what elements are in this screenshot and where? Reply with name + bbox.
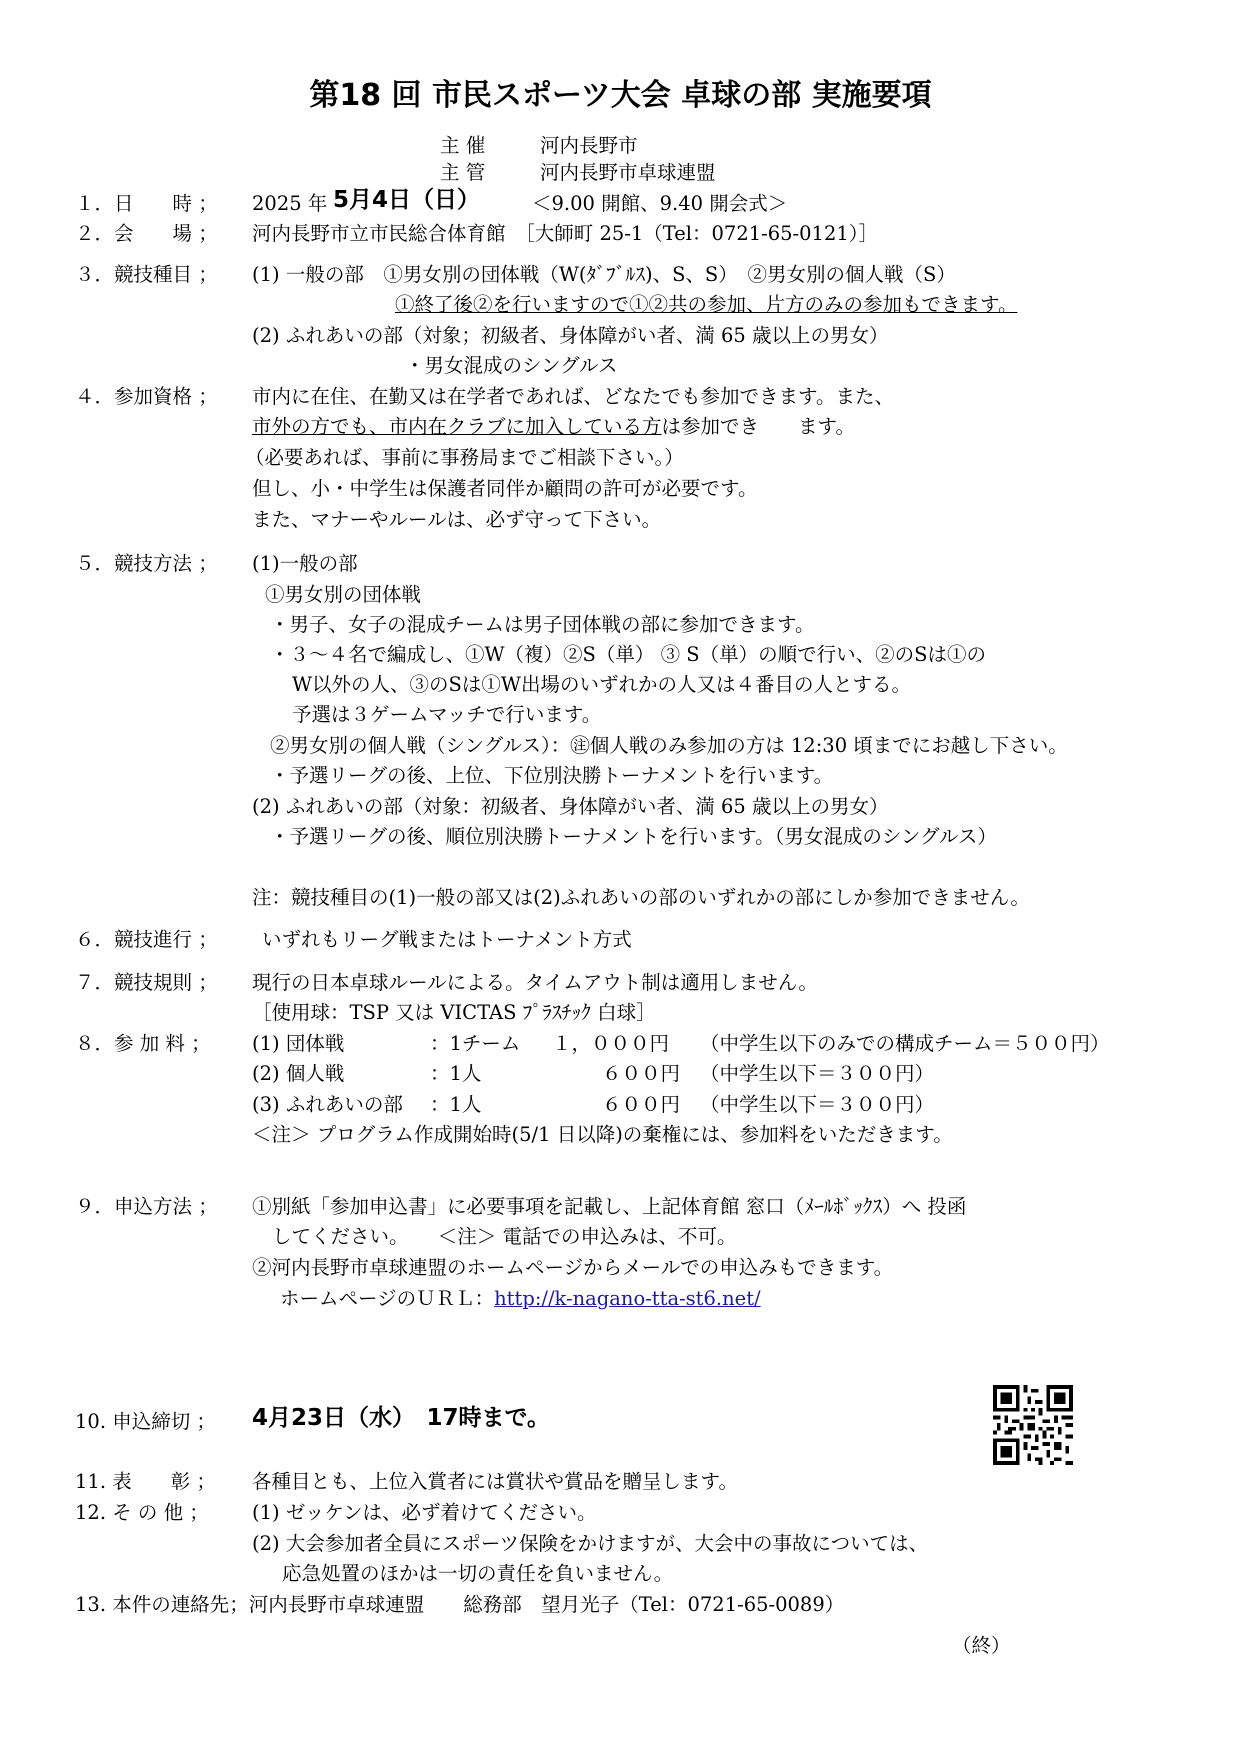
url-label: ホームページのＵＲＬ：: [280, 1287, 495, 1310]
section-6-label: ６．競技進行 ；: [75, 928, 218, 951]
end-mark: （終）: [952, 1634, 1011, 1657]
fee-row-3-note: （中学生以下＝３００円）: [700, 1093, 935, 1116]
s5-line-4: ・３～４名で編成し、①W（複）②S（単） ③ S（単）の順で行い、②のSは①の: [270, 643, 987, 666]
fee-row-3-fee: ６００円: [602, 1093, 681, 1116]
fee-row-3-unit: ：1人: [430, 1093, 482, 1116]
section-5-label: ５．競技方法 ；: [75, 552, 218, 575]
section-7-label: ７．競技規則 ；: [75, 971, 218, 994]
event-date: 5月4日（日）: [333, 187, 481, 213]
section-3-label: ３．競技種目 ；: [75, 263, 218, 286]
s11-text: 各種目とも、上位入賞者には賞状や賞品を贈呈します。: [252, 1470, 738, 1493]
organizer-label: 主 管: [440, 161, 486, 184]
s7-line-1: 現行の日本卓球ルールによる。タイムアウト制は適用しません。: [252, 971, 818, 994]
s7-line-2: ［使用球：TSP 又は VICTAS ﾌﾟﾗｽﾁｯｸ 白球］: [252, 1001, 656, 1024]
s5-line-2: ①男女別の団体戦: [265, 583, 422, 606]
event-times: ＜9.00 開館、9.40 開会式＞: [532, 192, 788, 215]
fee-row-2-unit: ：1人: [430, 1062, 482, 1085]
section-4-label: ４．参加資格 ；: [75, 385, 218, 408]
fee-row-2-name: (2) 個人戦: [252, 1062, 345, 1085]
s3-line-3: (2) ふれあいの部（対象；初級者、身体障がい者、満 65 歳以上の男女）: [252, 324, 889, 347]
s4-line-2a: 市外の方でも、市内在クラブに加入している方: [252, 415, 662, 438]
page-title: 第18 回 市民スポーツ大会 卓球の部 実施要項: [309, 78, 932, 113]
section-12-label: 12. そ の 他 ；: [75, 1501, 209, 1524]
section-2-label: ２．会 場 ；: [75, 222, 218, 245]
s4-line-1: 市内に在住、在勤又は在学者であれば、どなたでも参加できます。また、: [252, 385, 894, 408]
fee-row-1-unit: ：1チーム: [430, 1032, 521, 1055]
s4-line-3: （必要あれば、事前に事務局までご相談下さい。）: [245, 446, 684, 469]
deadline-text: 4月23日（水） 17時まで。: [252, 1405, 551, 1431]
s12-line-2: (2) 大会参加者全員にスポーツ保険をかけますが、大会中の事故については、: [252, 1532, 929, 1555]
s4-line-2: [252, 415, 855, 439]
section-11-label: 11. 表 彰 ；: [75, 1470, 216, 1493]
organizer-value: 河内長野市卓球連盟: [540, 161, 716, 184]
homepage-link[interactable]: http://k-nagano-tta-st6.net/: [494, 1287, 761, 1310]
s5-line-7: ②男女別の個人戦（シングルス）：㊟個人戦のみ参加の方は 12:30 頃までにお越し下さい。: [270, 734, 1068, 757]
contact-line: 13. 本件の連絡先；河内長野市卓球連盟 総務部 望月光子（Tel：0721-65-0089）: [75, 1593, 845, 1616]
s4-line-5: また、マナーやルールは、必ず守って下さい。: [252, 508, 662, 531]
event-year: 2025 年: [252, 192, 328, 215]
s5-line-3: ・男子、女子の混成チームは男子団体戦の部に参加できます。: [270, 613, 815, 636]
s3-line-2: ①終了後②を行いますので①②共の参加、片方のみの参加もできます。: [395, 293, 1018, 316]
qr-code: [993, 1385, 1073, 1465]
section-10-label: 10. 申込締切 ；: [75, 1410, 216, 1433]
fee-row-2-note: （中学生以下＝３００円）: [700, 1062, 935, 1085]
s9-line-2: してください。 ＜注＞ 電話での申込みは、不可。: [272, 1225, 737, 1248]
s5-line-6: 予選は３ゲームマッチで行います。: [292, 703, 602, 726]
section-1-label: １．日 時 ；: [75, 192, 218, 215]
s5-line-1: (1)一般の部: [252, 552, 358, 575]
s3-line-4: ・男女混成のシングルス: [405, 354, 618, 377]
s4-line-2b: は参加でき ます。: [661, 415, 855, 438]
sponsor-value: 河内長野市: [540, 134, 638, 157]
fee-row-1-note: （中学生以下のみでの構成チーム＝５００円）: [700, 1032, 1110, 1055]
fee-row-1-name: (1) 団体戦: [252, 1032, 345, 1055]
s9-line-3: ②河内長野市卓球連盟のホームページからメールでの申込みもできます。: [252, 1256, 894, 1279]
venue-text: 河内長野市立市民総合体育館 ［大師町 25-1（Tel：0721-65-0121）］: [252, 222, 879, 245]
s12-line-1: (1) ゼッケンは、必ず着けてください。: [252, 1501, 597, 1524]
section-8-label: ８．参 加 料 ；: [75, 1032, 211, 1055]
s3-line-1: (1) 一般の部 ①男女別の団体戦（W(ﾀﾞﾌﾞﾙｽ)、S、S） ②男女別の個人戦（S）: [252, 263, 956, 286]
fee-row-3-name: (3) ふれあいの部: [252, 1093, 403, 1116]
section-9-label: ９．申込方法 ；: [75, 1195, 218, 1218]
s5-line-8: ・予選リーグの後、上位、下位別決勝トーナメントを行います。: [270, 764, 834, 787]
fee-row-2-fee: ６００円: [602, 1062, 681, 1085]
s5-line-10: ・予選リーグの後、順位別決勝トーナメントを行います。（男女混成のシングルス）: [270, 825, 997, 848]
s9-line-1: ①別紙「参加申込書」に必要事項を記載し、上記体育館 窓口（ﾒｰﾙﾎﾞｯｸｽ）へ 投函: [252, 1195, 967, 1218]
s5-line-9: (2) ふれあいの部（対象：初級者、身体障がい者、満 65 歳以上の男女）: [252, 795, 889, 818]
s5-line-5: W以外の人、③のSは①W出場のいずれかの人又は４番目の人とする。: [292, 673, 911, 696]
s6-text: いずれもリーグ戦またはトーナメント方式: [262, 928, 632, 951]
sponsor-label: 主 催: [440, 134, 486, 157]
s12-line-3: 応急処置のほかは一切の責任を負いません。: [282, 1562, 674, 1585]
fee-row-1-fee: １，０００円: [552, 1032, 670, 1055]
s9-line-4: [280, 1287, 761, 1311]
s8-note: ＜注＞ プログラム作成開始時(5/1 日以降)の棄権には、参加料をいただきます。: [252, 1123, 953, 1146]
s5-note: 注：競技種目の(1)一般の部又は(2)ふれあいの部のいずれかの部にしか参加できません。: [252, 886, 1030, 909]
s4-line-4: 但し、小・中学生は保護者同伴か顧問の許可が必要です。: [252, 477, 758, 500]
